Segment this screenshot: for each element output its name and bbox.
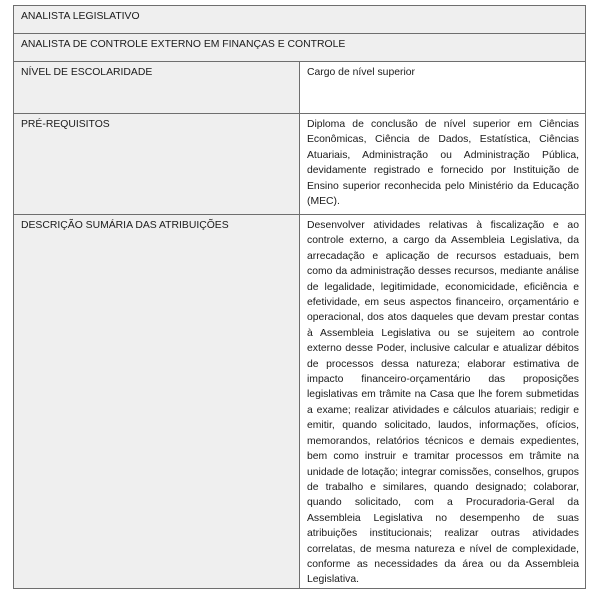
row-value-escolaridade: Cargo de nível superior bbox=[300, 62, 586, 114]
row-value-pre-requisitos: Diploma de conclusão de nível superior em Ciências Econômicas, Ciência de Dados, Estatística, Ciências Atuariais, Administração ou Administração Pública, devidamente registrado e fornecido por Instituição de Ensino superior reconhecida pelo Ministério da Educação (MEC). bbox=[300, 114, 586, 215]
row-label-atribuicoes: DESCRIÇÃO SUMÁRIA DAS ATRIBUIÇÕES bbox=[14, 215, 300, 589]
job-title: ANALISTA LEGISLATIVO bbox=[14, 6, 586, 34]
job-description-table bbox=[13, 5, 586, 589]
row-value-atribuicoes: Desenvolver atividades relativas à fiscalização e ao controle externo, a cargo da Assembleia Legislativa, da arrecadação e aplicação de recursos estaduais, bem como da administração desses recursos, mediante análise de legalidade, legitimidade, economicidade, eficiência e efetividade, em seus aspectos financeiro, orçamentário e operacional, dos atos daqueles que devam prestar contas à Assembleia Legislativa ou se sujeitem ao controle externo desse Poder, inclusive calcular e atualizar débitos de processos dessa natureza; elaborar estimativa de impacto financeiro-orçamentário das proposições legislativas em trâmite na Casa que lhe forem submetidas a exame; realizar atividades e cálculos atuariais; redigir e emitir, quando solicitado, laudos, informações, ofícios, memorandos, relatórios técnicos e demais expedientes, bem como instruir e tramitar processos em trâmite na unidade de lotação; integrar comissões, conselhos, grupos de trabalho e similares, quando designado; colaborar, quando solicitado, com a Procuradoria-Geral da Assembleia Legislativa no desempenho de suas atribuições institucionais; realizar outras atividades correlatas, de mesma natureza e nível de complexidade, conforme as necessidades da área ou da Assembleia Legislativa. bbox=[300, 215, 586, 589]
table-subheader-row bbox=[14, 34, 586, 62]
table-row bbox=[14, 114, 586, 215]
row-label-pre-requisitos: PRÉ-REQUISITOS bbox=[14, 114, 300, 215]
job-subtitle: ANALISTA DE CONTROLE EXTERNO EM FINANÇAS E CONTROLE bbox=[14, 34, 586, 62]
table-row bbox=[14, 215, 586, 589]
row-label-escolaridade: NÍVEL DE ESCOLARIDADE bbox=[14, 62, 300, 114]
table-row bbox=[14, 62, 586, 114]
table-header-row bbox=[14, 6, 586, 34]
